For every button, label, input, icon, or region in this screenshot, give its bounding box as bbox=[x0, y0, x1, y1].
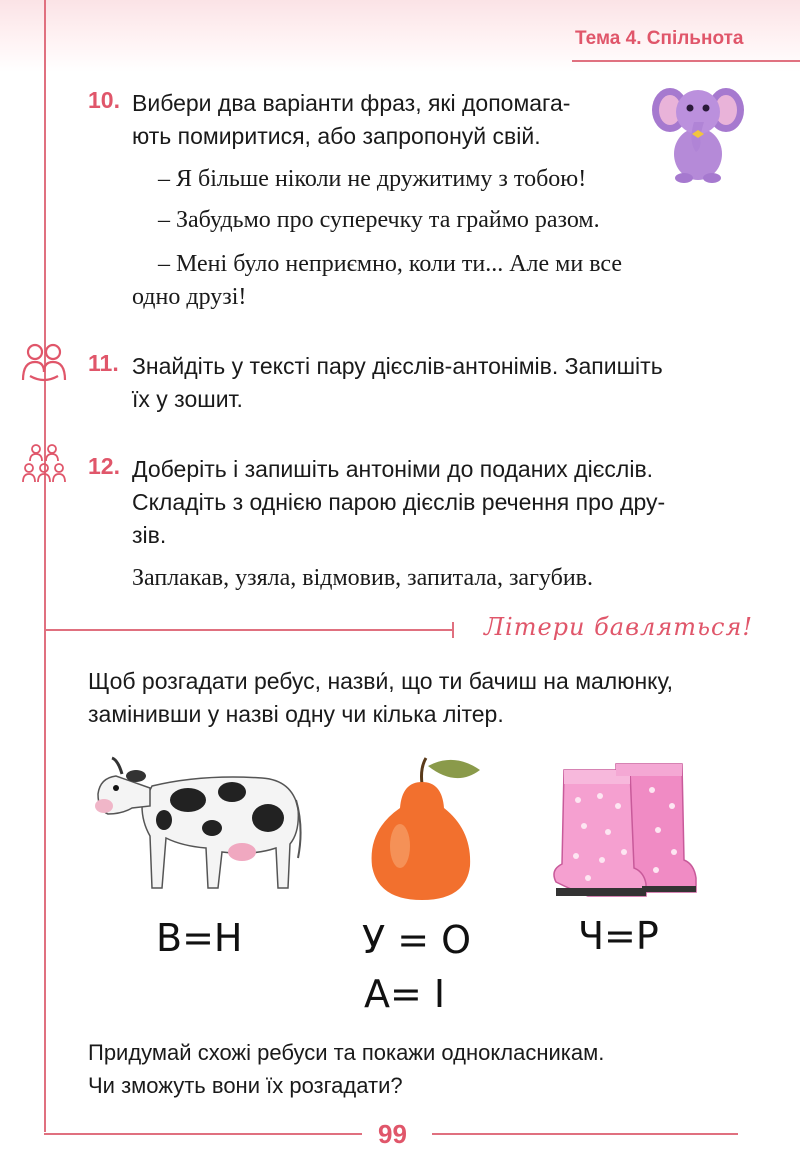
task-12-line-2: Складіть з однією парою дієслів речення про дру- bbox=[132, 489, 666, 515]
rebus-intro-line-1: Щоб розгадати ребус, назви́, що ти бачиш на малюнку, bbox=[88, 668, 674, 694]
footer-rule-right bbox=[432, 1133, 738, 1135]
rebus-boots-equation: Ч=Р bbox=[578, 914, 659, 958]
rubber-boots-icon bbox=[548, 760, 700, 898]
task-10-line-1: Вибери два варіанти фраз, які допомага- bbox=[132, 90, 571, 116]
rebus-pear-equation-1: У = О bbox=[362, 918, 472, 962]
rebus-outro bbox=[88, 1036, 604, 1102]
rebus-outro-line-2: Чи зможуть вони їх розгадати? bbox=[88, 1073, 403, 1098]
footer-rule-left bbox=[44, 1133, 362, 1135]
task-11-line-2: їх у зошит. bbox=[132, 386, 243, 412]
group-work-icon bbox=[20, 442, 68, 486]
margin-line bbox=[44, 0, 46, 1132]
task-10-option-1: – Я більше ніколи не дружитиму з тобою! bbox=[158, 166, 587, 192]
task-10-option-3-cont: одно друзі! bbox=[132, 284, 247, 310]
task-10-option-3: – Мені було неприємно, коли ти... Але ми все bbox=[158, 251, 622, 277]
header-rule bbox=[572, 60, 800, 62]
section-rule-tick bbox=[452, 622, 454, 638]
task-11-number: 11. bbox=[88, 350, 119, 376]
section-title: Літери бавляться! bbox=[484, 613, 754, 641]
elephant-mascot-icon bbox=[650, 76, 746, 184]
rebus-cow-equation: В=Н bbox=[156, 916, 243, 960]
page-number: 99 bbox=[378, 1119, 407, 1149]
pear-icon bbox=[360, 754, 486, 904]
task-12-number: 12. bbox=[88, 453, 120, 479]
task-12-word-list: Заплакав, узяла, відмовив, запитала, загубив. bbox=[132, 565, 593, 591]
pair-work-icon bbox=[20, 340, 68, 384]
rebus-pear-equation-2: А= І bbox=[364, 972, 446, 1016]
task-12-line-1: Доберіть і запишіть антоніми до поданих дієслів. bbox=[132, 456, 654, 482]
task-10-number: 10. bbox=[88, 87, 120, 113]
rebus-intro bbox=[88, 665, 768, 731]
topic-header: Тема 4. Спільнота bbox=[575, 28, 744, 49]
task-10-option-2: – Забудьмо про суперечку та граймо разом. bbox=[158, 207, 600, 233]
task-11-line-1: Знайдіть у тексті пару дієслів-антонімів. Запишіть bbox=[132, 353, 663, 379]
cow-icon bbox=[92, 748, 304, 898]
task-10-line-2: ють помиритися, або запропонуй свій. bbox=[132, 123, 541, 149]
section-rule bbox=[44, 629, 454, 631]
task-12-line-3: зів. bbox=[132, 522, 167, 548]
rebus-intro-line-2: замінивши у назві одну чи кілька літер. bbox=[88, 701, 504, 727]
rebus-outro-line-1: Придумай схожі ребуси та покажи однокласникам. bbox=[88, 1040, 605, 1065]
